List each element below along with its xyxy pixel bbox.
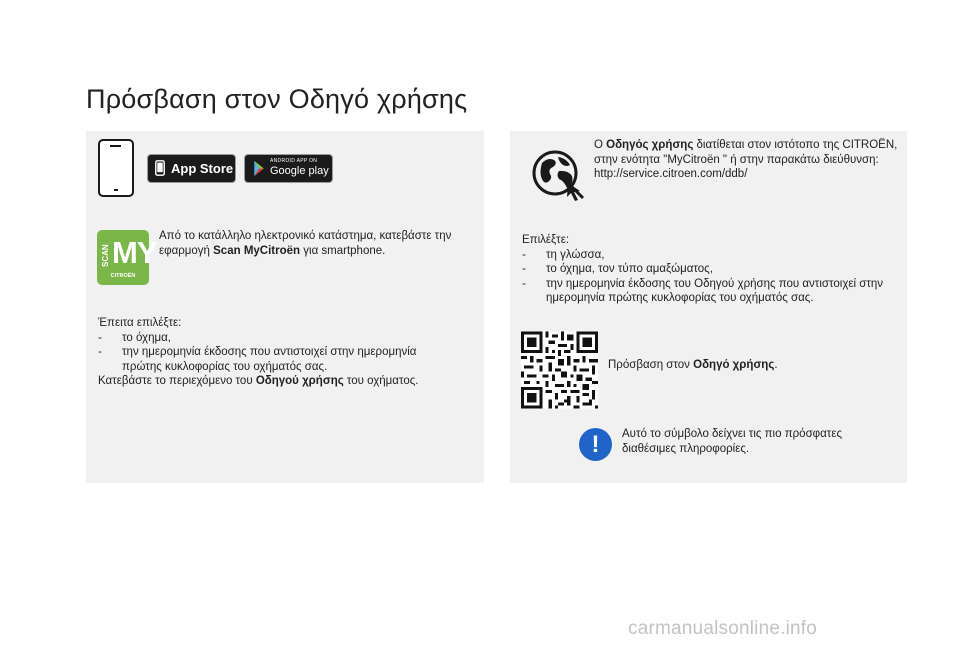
then-select-label: Έπειτα επιλέξτε: [98, 317, 182, 329]
watermark: carmanualsonline.info [628, 618, 818, 639]
logo-brand-text: CITROËN [110, 273, 136, 279]
phone-glyph-icon [155, 160, 165, 176]
google-play-label: Google play [270, 165, 329, 177]
app-download-panel [86, 131, 484, 483]
logo-scan-text: SCAN [101, 244, 110, 267]
app-intro-text: Από το κατάλληλο ηλεκτρονικό κατάστημα, κατεβάστε την εφαρμογή Scan MyCitroën για smartphone. [159, 230, 452, 257]
list-item: - το όχημα, τον τύπο αμαξώματος, [522, 262, 892, 277]
list-item: - την ημερομηνία έκδοσης του Οδηγού χρήσης που αντιστοιχεί στην ημερομηνία πρώτης κυκλοφορίας του οχήματός σας. [522, 277, 892, 306]
list-item: - την ημερομηνία έκδοσης που αντιστοιχεί στην ημερομηνία πρώτης κυκλοφορίας του οχήματός σας. [98, 345, 458, 374]
select-label: Επιλέξτε: [522, 234, 570, 246]
play-triangle-icon [253, 161, 265, 176]
qr-code[interactable] [521, 331, 598, 409]
left-instructions [98, 316, 458, 389]
logo-my-text: MY [112, 235, 157, 270]
list-item: - το όχημα, [98, 331, 458, 346]
right-steps-list [522, 248, 892, 306]
list-item: - τη γλώσσα, [522, 248, 892, 263]
website-access-panel [510, 131, 907, 483]
guide-name: Οδηγός χρήσης [606, 139, 694, 151]
exclamation-info-icon: ! [579, 428, 612, 461]
app-name: Scan MyCitroën [213, 244, 301, 257]
left-steps-list [98, 331, 458, 375]
right-instructions [522, 233, 892, 306]
scan-my-citroen-logo [97, 230, 157, 285]
download-text: Κατεβάστε το περιεχόμενο του Οδηγού χρήσης του οχήματος. [98, 375, 419, 387]
globe-cursor-icon [528, 145, 588, 205]
app-store-label: App Store [171, 161, 234, 176]
page-title: Πρόσβαση στον Οδηγό χρήσης [86, 84, 468, 114]
website-intro-text: Ο Οδηγός χρήσης διατίθεται στον ιστότοπο της CITROËN, στην ενότητα "MyCitroën " ή στην παρακάτω διεύθυνση: http://service.citroen.com/ddb/ [594, 139, 898, 180]
app-store-badge[interactable] [147, 154, 236, 183]
info-note-text: Αυτό το σύμβολο δείχνει τις πιο πρόσφατες διαθέσιμες πληροφορίες. [622, 428, 842, 455]
qr-caption: Πρόσβαση στον Οδηγό χρήσης. [608, 359, 778, 371]
google-play-small-label: ANDROID APP ON [270, 158, 318, 164]
service-url-link[interactable]: http://service.citroen.com/ddb/ [594, 168, 748, 180]
smartphone-icon [98, 139, 134, 197]
google-play-badge[interactable] [244, 154, 333, 183]
